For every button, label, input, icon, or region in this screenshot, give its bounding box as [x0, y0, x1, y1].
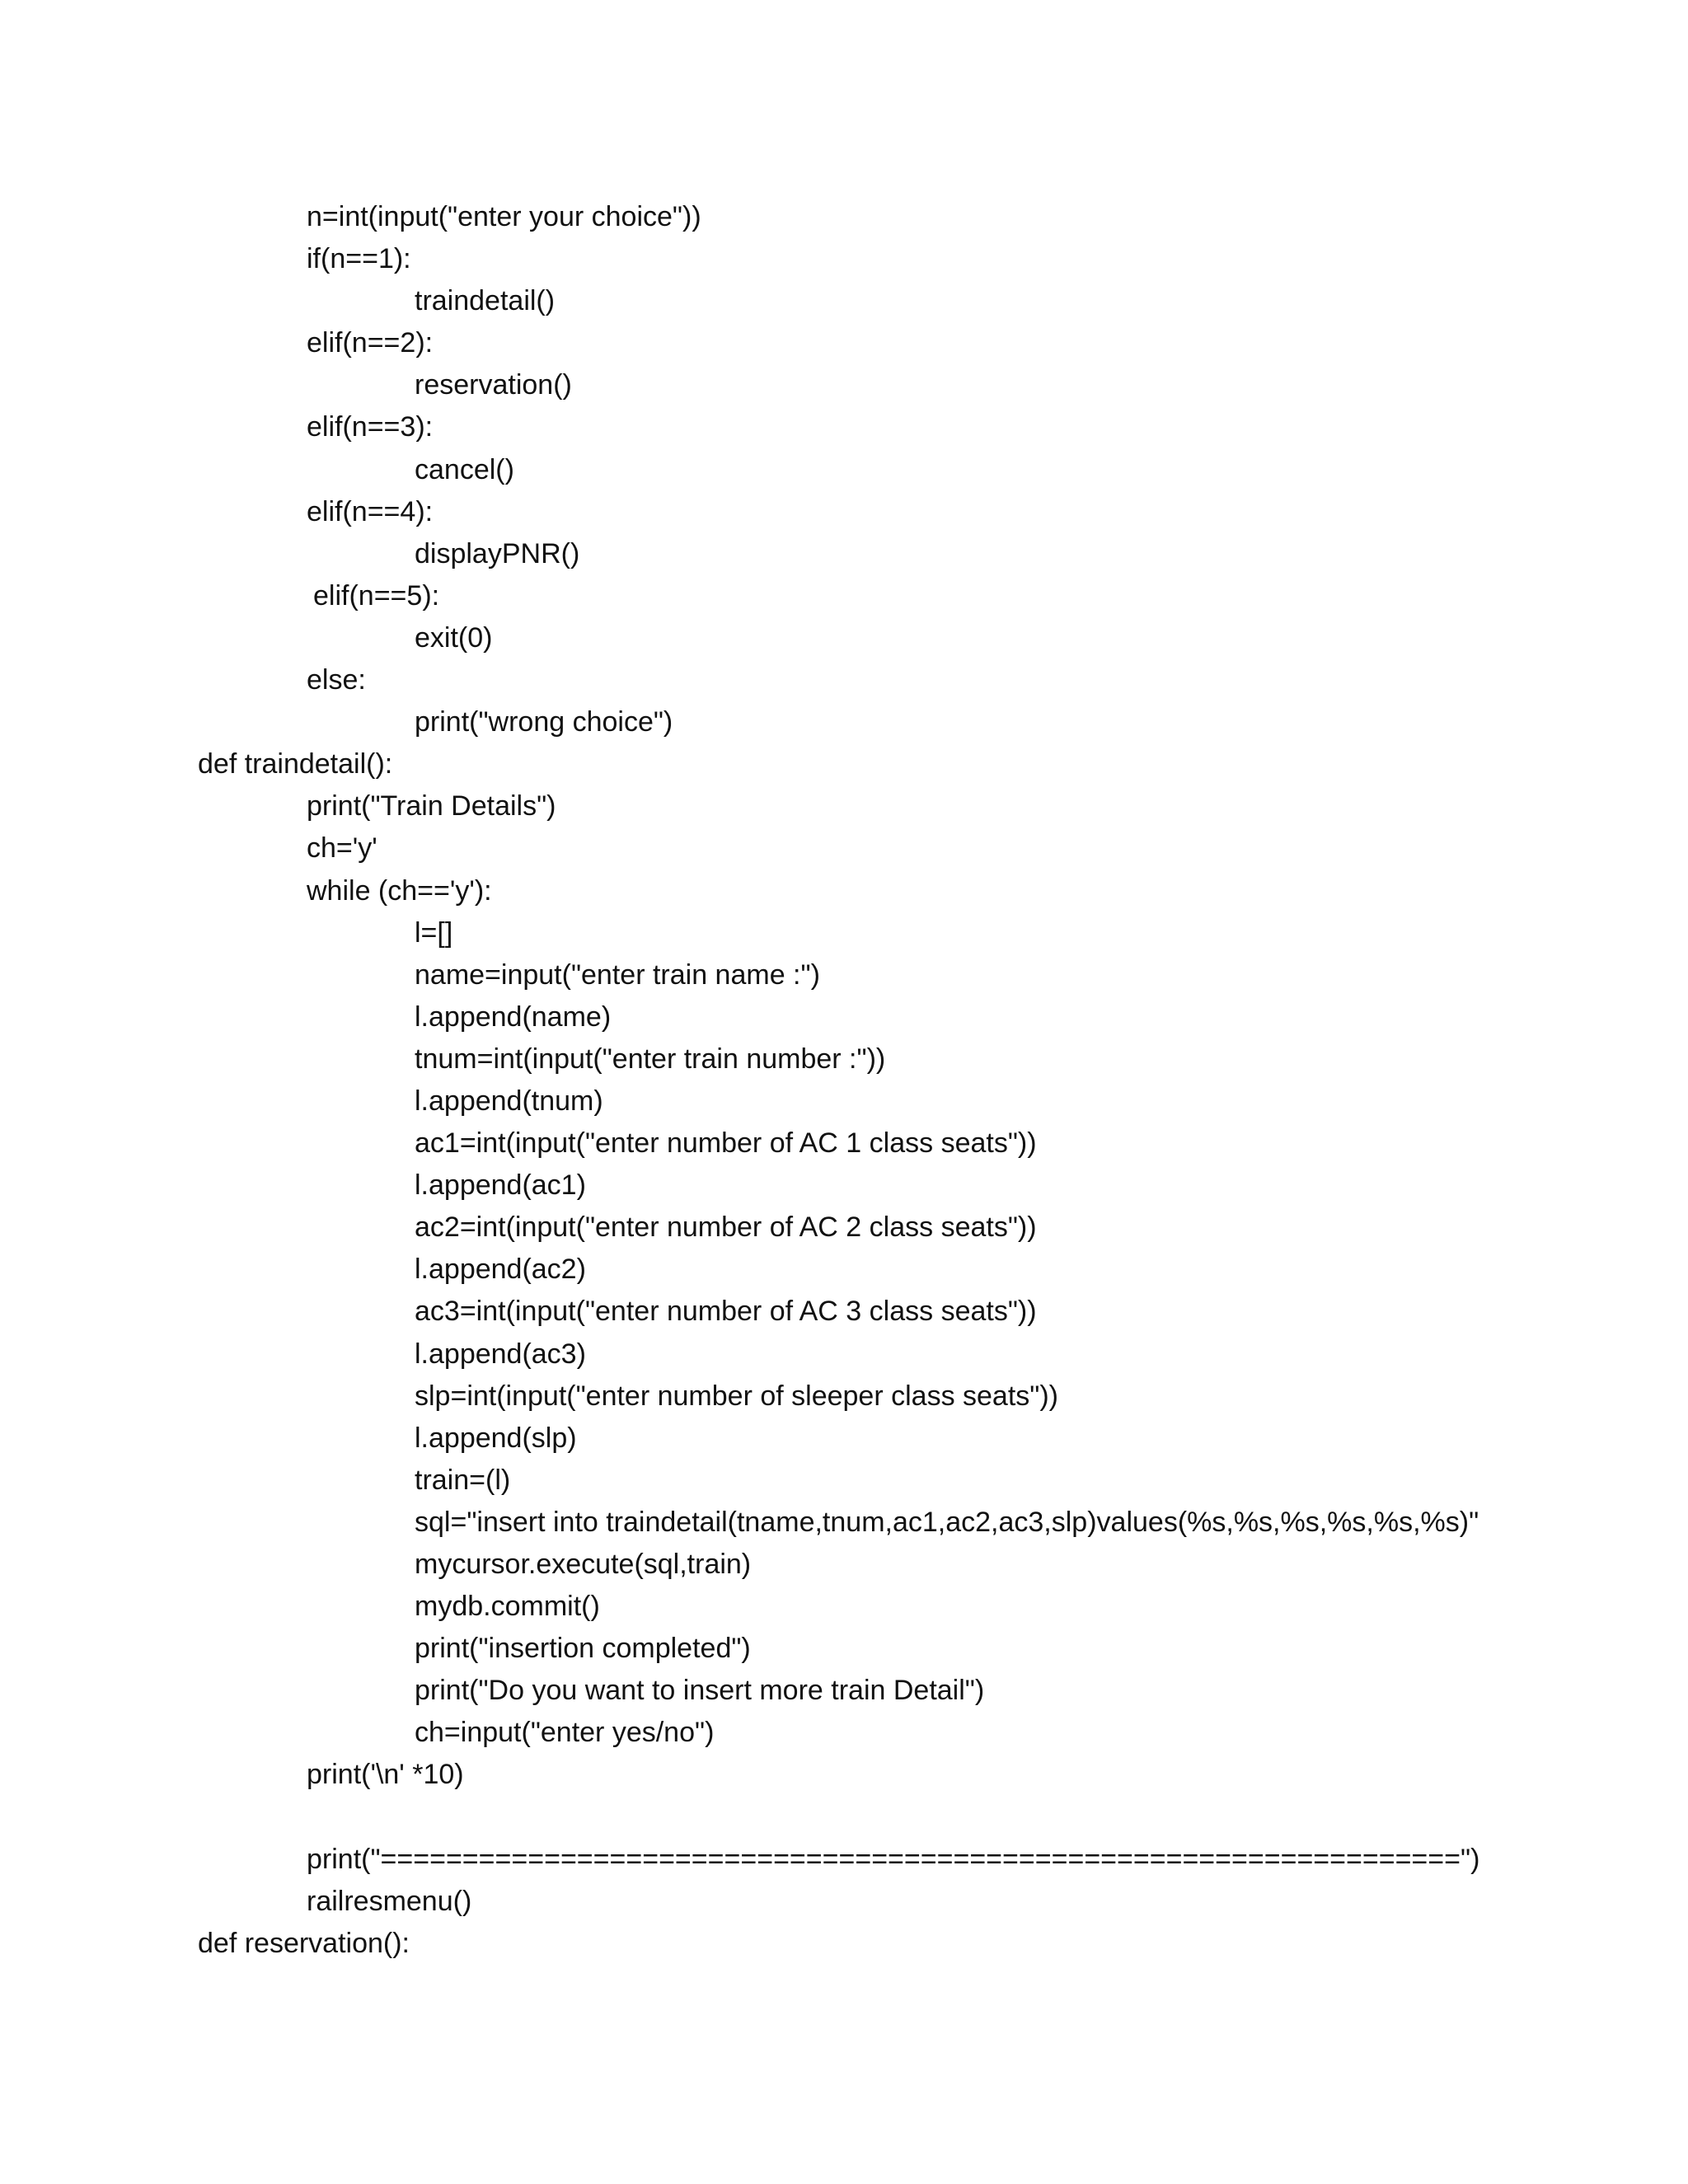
- code-line: def traindetail():: [198, 748, 393, 780]
- code-line: ac1=int(input("enter number of AC 1 class seats")): [415, 1127, 1037, 1160]
- code-line: l.append(ac3): [415, 1338, 586, 1370]
- code-line: ac3=int(input("enter number of AC 3 class seats")): [415, 1296, 1037, 1328]
- code-line: reservation(): [415, 369, 572, 401]
- code-line: l.append(tnum): [415, 1085, 603, 1117]
- code-line: ch=input("enter yes/no"): [415, 1717, 715, 1749]
- code-line: mydb.commit(): [415, 1591, 600, 1623]
- code-line: print("insertion completed"): [415, 1633, 751, 1665]
- code-line: l.append(name): [415, 1001, 612, 1033]
- code-line: elif(n==5):: [313, 579, 440, 612]
- code-listing: [0, 196, 1688, 1965]
- code-line: slp=int(input("enter number of sleeper class seats")): [415, 1380, 1058, 1412]
- code-line: cancel(): [415, 453, 514, 485]
- code-line: displayPNR(): [415, 537, 580, 569]
- code-line: while (ch=='y'):: [307, 874, 492, 907]
- code-line: print('\n' *10): [307, 1759, 464, 1791]
- code-line: l.append(ac1): [415, 1169, 586, 1202]
- code-line: def reservation():: [198, 1927, 410, 1959]
- code-line: elif(n==4):: [307, 495, 434, 527]
- blank-line: [0, 1797, 1688, 1839]
- code-line: mycursor.execute(sql,train): [415, 1549, 752, 1580]
- code-line: tnum=int(input("enter train number :")): [415, 1043, 886, 1075]
- code-line: n=int(input("enter your choice")): [307, 201, 701, 232]
- code-line: sql="insert into traindetail(tname,tnum,ac1,ac2,ac3,slp)values(%s,%s,%s,%s,%s,%s)": [415, 1506, 1479, 1538]
- code-line: train=(l): [415, 1464, 511, 1496]
- code-line: l=[]: [415, 916, 453, 949]
- code-line: else:: [307, 664, 366, 696]
- code-line: l.append(slp): [415, 1422, 577, 1454]
- code-line: traindetail(): [415, 285, 556, 317]
- code-line: print("Do you want to insert more train Detail"): [415, 1675, 985, 1707]
- code-line: l.append(ac2): [415, 1254, 586, 1286]
- code-line: elif(n==2):: [307, 327, 434, 359]
- code-line: ch='y': [307, 832, 377, 865]
- code-line: print("wrong choice"): [415, 706, 673, 738]
- code-line: if(n==1):: [307, 243, 411, 275]
- code-line: exit(0): [415, 621, 493, 654]
- code-line: print("=================================================================="): [307, 1843, 1480, 1875]
- code-line: ac2=int(input("enter number of AC 2 class seats")): [415, 1212, 1037, 1244]
- code-line: print("Train Details"): [307, 790, 556, 823]
- code-line: elif(n==3):: [307, 411, 434, 443]
- code-line: name=input("enter train name :"): [415, 958, 820, 991]
- code-line: railresmenu(): [307, 1885, 472, 1917]
